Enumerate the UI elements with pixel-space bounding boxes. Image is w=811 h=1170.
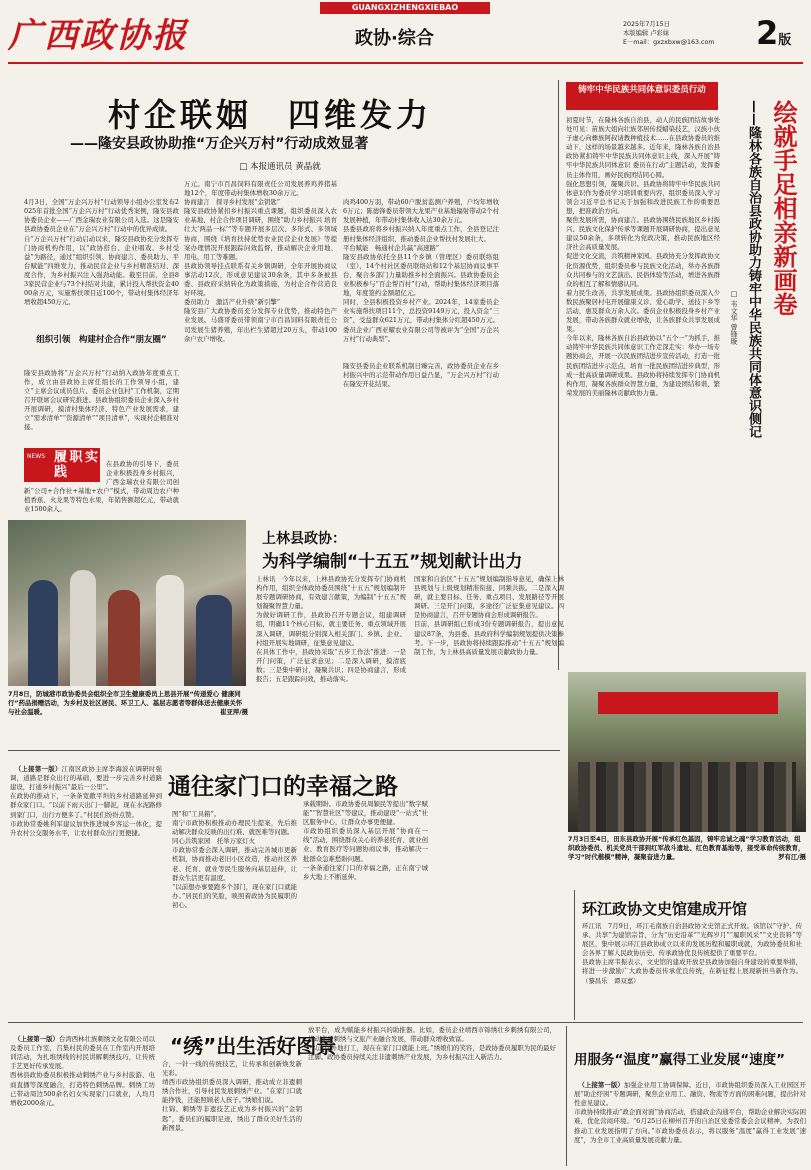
- shanglin-title: 为科学编制“十五五”规划献计出力: [262, 552, 523, 572]
- main-subtitle: ——隆安县政协助推“万企兴万村”行动成效显著: [70, 136, 369, 152]
- xiu-lead-tag: （上接第一版）: [14, 1035, 59, 1044]
- gongye-body: [574, 1072, 806, 1166]
- page-number: [756, 14, 791, 52]
- email-line: E－mail：gxzxbxw@163.com: [623, 39, 715, 46]
- tiandong-photo-credit: 罗有江/摄: [778, 853, 806, 861]
- newspaper-logo: 广西政协报: [8, 16, 188, 56]
- photo-figure-4: [156, 575, 184, 686]
- tongjia-title: 通往家门口的幸福之路: [168, 774, 398, 800]
- main-col-3-text: 肉鸡400万羽，带动60户脱贫监测户养殖，户均年增收6万元；陈德锋委员带领大龙果产业基地辐射带动2个村发展种植，年带动村集体收入达30余万元。 县委县政府将乡村振兴纳入年度重点工作，全县登记注册村集体经济组织，推动委员企业帮扶村发展壮大。 平台赋能 畅通村企共赢“高速路” 隆安县政协依托全县11个乡镇（管理区）委员联络组（室），14个村社区委员联络站和12个基层协商议事平台，聚合多部门力量助推乡村全面振兴。县政协委员企业积极参与“百企帮百村”行动，帮助村集体经济项目落地，年度签约金额超亿元。 同时，全县积极投资乡村产业。2024年，14家委员企业实施帮扶项目11个，总投资9149万元，投入资金“三资”，受益群众621万元，带动村集体分红超450万元。委员企业广西亚耀农业有限公司等被评为“全国“万企兴万村”行动典型”。: [343, 198, 499, 343]
- shanglin-photo: [8, 520, 246, 686]
- issue-date: 2025年7月15日: [623, 21, 670, 28]
- photo-figure-3: [108, 590, 140, 686]
- shanglin-col-2: 国家和自治区“十五五”规划编制指导意见，确保上林县规划与上级规划精准衔接、同频共振。二是深入调研，就主要目标、任务、重点项目、发展路径等开展调研。三是开门问策，多途径广泛征集意见建议。四是协商建言，召开专题协商会形成调研报告。 目前，县调研组已形成3份专题调研报告，提出意见建议87条，为县委、县政府科学编制规划提供决策参考。下一步，县政协将持续跟踪推动“十五五”规划编制工作，为上林县高质量发展贡献政协力量。: [414, 575, 564, 656]
- pinyin-band: [320, 2, 490, 14]
- paper-pinyin: GUANGXIZHENGXIEBAO: [351, 3, 459, 12]
- page-no: 2: [756, 14, 779, 52]
- masthead-meta: [623, 20, 743, 47]
- tiandong-photo: [568, 672, 806, 832]
- bottom-right-divider: [566, 1026, 567, 1166]
- main-col-3: [343, 180, 499, 470]
- photo-crowd: [578, 762, 796, 832]
- news-label: 履职实践: [54, 449, 98, 480]
- right-col-divider: [574, 890, 575, 1020]
- xiu-col-3: 放平台，成为赋能乡村振兴的助推器。比如，委员企业靖西市锦绣壮乡刺绣有限公司，推动非遗刺绣与文旅产业融合发展，带动群众增收致富。 “以前在外地打工，现在在家门口就能上班。”绣娘们的笑容，是政协委员履职为民的最好注脚。政协委员持续关注非遗刺绣产业发展，为乡村振兴注入新活力。: [308, 1026, 556, 1062]
- gongye-lead-tag: （上接第一版）: [578, 1081, 624, 1090]
- main-lead: 4月3日，全国“万企兴万村”行动领导小组办公室发布2025年首批全国“万企兴万村”行动优秀案例，隆安县政协委员企业——广西金瑞农业有限公司入选。这是隆安县政协委员企业在“万企兴万村”行动中的优异成绩。 自“万企兴万村”行动启动以来，隆安县政协充分发挥专门协商机构作用，以“政协搭台、企业唱戏、乡村受益”为路径，通过“组织引领、协商建言、委员助力、平台赋能”四维发力，推动民营企业与乡村精准结对、深度合作，为乡村振兴注入强劲动能。截至目前，全县83家民营企业与73个村结对共建，累计投入帮扶资金4000余万元，实施帮扶项目近100个，带动村集体经济年增收超450万元。: [24, 198, 179, 307]
- shanglin-photo-caption: [8, 690, 248, 746]
- editor-line: 本版编辑 卢彩妹: [623, 30, 670, 37]
- tongjia-col-1: [10, 756, 162, 1018]
- tongjia-lead-tag: （上接第一版）: [14, 765, 62, 774]
- main-title: 村企联姻 四维发力: [107, 96, 432, 134]
- shanglin-kicker: 上林县政协：: [262, 531, 346, 547]
- news-tag: NEWS: [27, 452, 46, 460]
- tongjia-col-2: 图”和“工具箱”。 南宁市政协积极推动办理民生提案，先后推动解决群众反映的出行难、就医难等问题。 同心共筑家园 托举万家灯火 市政协常委会深入调研，推动完善城市更新机制，协商推动老旧小区改造，推动社区养老、托育、就业等民生服务向基层延伸，让群众生活更有温度。 “以前想办事要跑多个部门，现在家门口就能办。”居民们的笑脸，映照着政协为民履职的初心。: [172, 810, 297, 909]
- photo-figure-2: [70, 570, 96, 686]
- main-byline: □ 本报通讯员 黄晶就: [239, 162, 321, 172]
- huanjiang-title: 环江政协文史馆建成开馆: [582, 900, 748, 918]
- bottom-divider: [8, 1022, 803, 1023]
- sidebar-tag-text: 铸牢中华民族共同体意识委员行动: [578, 85, 706, 95]
- main-col-2: 万元。南宁市百昌饲料有限责任公司发展养鸡养猪基地12个，年度带动村集体增收30余万元。 协商建言 探寻乡村发展“金钥匙” 隆安县政协紧扣乡村振兴重点课题，组织委员深入农业基地、村企合作项目调研，围绕“助力乡村振兴 培育壮大‘两品一标’”等专题开展多层次、多形式、多领域协商，围绕《培育扶持优势农业民营企业发展》等提案办理情况开展跟踪问效监督，推动解决企业用地、用电、用工等难题。 县政协领导挂点联系有关乡镇调研，全年开展协商议事活动12次，形成意见建议30余条，其中多条被县委、县政府采纳转化为政策措施，为村企合作营造良好环境。 委员助力 激活产业升级“新引擎” 隆安县广大政协委员充分发挥专业优势，推动特色产业发展。马盛哥委员带领南宁市百昌饲料有限责任公司发展生猪养殖，年出栏生猪超过20万头，带动100余户农户增收。: [184, 180, 337, 343]
- news-tag-box: [24, 448, 100, 482]
- tongjia-col-1-text: 江南区政协主席李海波在调研时强调，道路是群众出行的基础，要进一步完善乡村道路建设，打通乡村振兴“最后一公里”。 在政协的推动下，一条条宽敞平坦的乡村道路延伸到群众家门口。“以前下雨天出门一脚泥，现在水泥路修到家门口，出行方便多了。”村民们纷纷点赞。 市政协常委姚利军建议加快推进城乡客运一体化，提升农村公交服务水平，让农村群众出行更便捷。: [10, 765, 162, 837]
- huanjiang-body: 环江讯 7月9日，环江毛南族自治县政协文史馆正式开放。该馆以“守护、传承、共享”为建馆宗旨，分为“历史沿革”“光辉岁月”“履职风采”“文史资料”等展区，集中展示环江县政协成立以来的发展历程和履职成就，为政协委员和社会各界了解人民政协历史、传承政协优良传统提供了重要平台。 县政协主席韦振表示，文史馆的建成开放是县政协加强自身建设的重要举措，将进一步激励广大政协委员传承优良传统，在新征程上展现新担当新作为。（黎昌乐 谭双嘉）: [582, 922, 802, 985]
- xiu-title: “绣”出生活好图景: [170, 1034, 337, 1058]
- page-unit: 版: [778, 33, 792, 48]
- tiandong-photo-caption: [568, 835, 806, 881]
- main-col-3b: 隆安县委员企业联系机制日臻完善，政协委员企业在乡村振兴中的示范带动作用日益凸显，“万企兴万村”行动在隆安开花结果。: [343, 361, 499, 389]
- photo-banner: [598, 692, 778, 714]
- gongye-title: 用服务“温度”赢得工业发展“速度”: [574, 1052, 785, 1068]
- masthead: [0, 0, 811, 64]
- xiu-col-1: [10, 1026, 155, 1166]
- main-h1: 组织引领 构建村企合作“朋友圈”: [36, 334, 167, 345]
- sidebar-tag: [566, 82, 718, 110]
- section-title: 政协·综合: [355, 28, 434, 49]
- mid-divider: [8, 750, 560, 751]
- sidebar-vertical-subtitle: ——隆林各族自治县政协助力铸牢中华民族共同体意识侧记: [746, 100, 761, 438]
- gongye-body-text: 加强企业用工协调保障。近日，市政协组织委员深入工业园区开展“助企纾困”专题调研，聚焦企业用工、融资、物流等方面的困难问题，提出针对性意见建议。 市政协持续推动“政企面对面”协商活动，搭建政企沟通平台，帮助企业解决实际困难，优化营商环境。“6月25日在柳州召开的自治区党委常委会会议精神，为我们推动工业发展指明了方向。”市政协委员表示，将以服务“温度”赢得工业发展“速度”，为全市工业高质量发展贡献力量。: [574, 1081, 806, 1144]
- shanglin-photo-credit: 崔亚萍/摄: [220, 708, 248, 716]
- main-p1: 隆安县政协将“万企兴万村”行动纳入政协年度重点工作，成立由县政协主席任组长的工作领导小组，建立“主席会议成员包片、委员企业包村”工作机制，定期召开联席会议研究推进。县政协组织委员企业深入乡村开展调研，摸清村集体经济、特色产业发展需求，建立“需求清单”“资源清单”“项目清单”，实现村企精准对接。: [24, 368, 179, 432]
- main-p1b: 在县政协的引导下，委员企业积极投身乡村振兴，广西金瑞农业有限公司创新“公司+合作社+基地+农户”模式，带动周边农户种植香蕉、火龙果等特色水果，年销售额超亿元，带动就业1500余人。: [24, 459, 179, 514]
- xiu-col-2: 合，一针一线的传统技艺，让传承和创新焕发新光彩。 靖西市政协组织委员深入调研，推动成立非遗刺绣合作社，引导村民发展刺绣产业。“在家门口就能挣钱，还能照顾老人孩子。”绣娘们说。 壮锦、刺绣等非遗技艺正成为乡村振兴的“金钥匙”，委员们的履职足迹，绣出了群众美好生活的新图景。: [162, 1060, 302, 1132]
- sidebar-body: 初夏时节，在隆林各族自治县，动人的民族团结故事处处可见：苗族大姐向壮族邻居传授蜡染技艺，汉族小伙子虚心向彝族阿叔请教种植技术……在县政协委员的推动下，这样的场景越来越多。近年来，隆林各族自治县政协紧扣铸牢中华民族共同体意识主线，深入开展“铸牢中华民族共同体意识 委员在行动”主题活动，发挥委员主体作用，画好民族团结同心圆。 强化思想引领，凝聚共识。县政协将铸牢中华民族共同体意识作为委员学习培训重要内容，组织委员深入学习领会习近平总书记关于加强和改进民族工作的重要思想，把准政治方向。 聚焦发展所需，协商建言。县政协围绕民族地区乡村振兴、民族文化保护传承等课题开展调研协商，提出意见建议50余条，多项转化为党政决策，推动民族地区经济社会高质量发展。 促进文化交流，共筑精神家园。县政协充分发挥政协文化资源优势，组织委员参与民族文化活动，举办各族群众共同参与的文艺演出、民俗体验等活动，增进各族群众的相互了解和情感认同。 着力民生改善，共享发展成果。县政协组织委员深入少数民族聚居村屯开展健康义诊、爱心助学、送技下乡等活动，惠及群众万余人次。委员企业积极投身乡村产业发展，带动各族群众就业增收，让各族群众共享发展成果。 今年以来，隆林各族自治县政协以“五个一”为抓手，推动铸牢中华民族共同体意识工作走深走实：举办一场专题协商会，开展一次民族团结进步宣传活动，打造一批民族团结进步示范点，培育一批民族团结进步典型，形成一批高质量调研成果。县政协将持续发挥专门协商机构作用，凝聚各族群众智慧力量，为建设团结和谐、繁荣发展的美丽隆林贡献政协力量。: [566, 116, 720, 397]
- tiandong-photo-caption-text: 7月3日至4日，田东县政协开展“传承红色基因，铸牢忠诚之魂”学习教育活动，组织政协委员、机关党员干部到红军战斗遗址、红色教育基地等，接受革命传统教育，学习“时代楷模”精神，凝聚奋进力量。: [568, 835, 805, 861]
- sidebar-vertical-byline: □ 韦文华 曾锋璇: [730, 290, 738, 345]
- xiu-col-1-text: 台湾西林壮族刺绣文化有限公司以及委员工作室，召集村民的委员在工作室内开展培训活动，为扎堆绣线的村民讲解刺绣技巧，让传统手艺更好传承发展。 西林县政协委员积极推动刺绣产业与乡村旅游、电商直播等深度融合，打造特色刺绣品牌。刺绣工坊已带动周边500余名妇女实现家门口就业，人均月增收2000余元。: [10, 1035, 155, 1107]
- shanglin-col-1: 上林讯 今年以来，上林县政协充分发挥专门协商机构作用，组织全体政协委员围绕“十五五”规划编制开展专题调研协商，有效建言献策，为编制“十五五”规划凝聚智慧力量。 为做好调研工作，县政协召开专题会议，组建调研组，明确11个核心目标，就主要任务、重点领域开展深入调研，调研组分别深入相关部门、乡镇、企业、村组开展实地调研，征集意见建议。 在具体工作中，县政协采取“五步工作法”推进：一是开门问策，广泛征求意见；二是深入调研，摸清底数；三是集中研讨，凝聚共识；四是协商建言，形成报告；五是跟踪问效，推动落实。: [256, 575, 406, 684]
- shanglin-photo-caption-text: 7月8日，防城港市政协委员会组织全市卫生健康委员上思县开展“传递爱心 健康同行”药品捐赠活动，为乡村及社区居民、环卫工人、基层志愿者等群体送去健康关怀与社会温暖。: [8, 690, 243, 716]
- tongjia-col-3: 承载期盼。市政协委员周颖民等提出“数字赋能”“智慧社区”等建议，推动建设“一站式”社区服务中心，让群众办事更便捷。 市政协组织委员深入基层开展“协商在一线”活动，围绕群众关心的养老托育、就业创业、教育医疗等问题协商议事，推动解决一批群众急难愁盼问题。 一条条通往家门口的幸福之路，正在南宁城乡大地上不断延伸。: [303, 800, 428, 881]
- sidebar-vertical-title: 绘就手足相亲新画卷: [769, 100, 797, 316]
- masthead-rule: [8, 62, 803, 64]
- photo-figure-5: [196, 595, 232, 686]
- photo-figure-1: [28, 580, 58, 686]
